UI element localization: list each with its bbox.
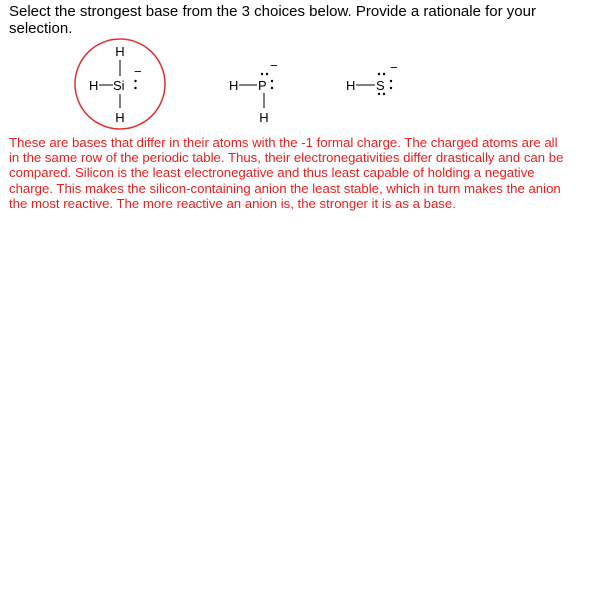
silicon-bottom-hydrogen: H	[115, 110, 125, 125]
phosphorus-atom: P	[258, 78, 267, 93]
sulfur-negative-charge: −	[390, 60, 398, 75]
silicon-lone-pair-dot	[134, 87, 136, 89]
question-text: Select the strongest base from the 3 choices below. Provide a rationale for your selection.	[9, 3, 536, 37]
phosphorus-lone-pair-dot	[266, 73, 268, 75]
choice-silicon[interactable]	[75, 39, 165, 129]
phosphorus-lone-pair-dot	[271, 80, 273, 82]
choice-phosphorus[interactable]	[229, 58, 278, 125]
silicon-top-hydrogen: H	[115, 44, 125, 59]
sulfur-lone-pair-dot	[390, 80, 392, 82]
sulfur-lone-pair-dot	[383, 73, 385, 75]
silicon-lone-pair-dot	[134, 80, 136, 82]
silicon-left-hydrogen: H	[89, 78, 99, 93]
molecule-diagram	[0, 38, 600, 134]
sulfur-lone-pair-dot	[383, 93, 385, 95]
phosphorus-lone-pair-dot	[271, 87, 273, 89]
sulfur-lone-pair-dot	[378, 93, 380, 95]
molecule-choices	[0, 38, 600, 134]
phosphorus-negative-charge: −	[270, 58, 278, 73]
silicon-negative-charge: −	[134, 64, 142, 79]
phosphorus-bottom-hydrogen: H	[259, 110, 269, 125]
silicon-atom: Si	[113, 78, 125, 93]
answer-rationale: These are bases that differ in their atoms with the -1 formal charge. The charged atoms are all in the same row of the periodic table. Thus, their electronegativities differ drastically and can be compared. Silicon is the least electronegative and thus least capable of holding a negative charge. This makes the silicon-containing anion the least stable, which in turn makes the anion the most reactive. The more reactive an anion is, the stronger it is as a base.	[9, 135, 564, 211]
choice-sulfur[interactable]	[346, 60, 398, 95]
phosphorus-lone-pair-dot	[261, 73, 263, 75]
sulfur-lone-pair-dot	[390, 87, 392, 89]
sulfur-atom: S	[376, 78, 385, 93]
sulfur-lone-pair-dot	[378, 73, 380, 75]
phosphorus-left-hydrogen: H	[229, 78, 239, 93]
sulfur-left-hydrogen: H	[346, 78, 356, 93]
